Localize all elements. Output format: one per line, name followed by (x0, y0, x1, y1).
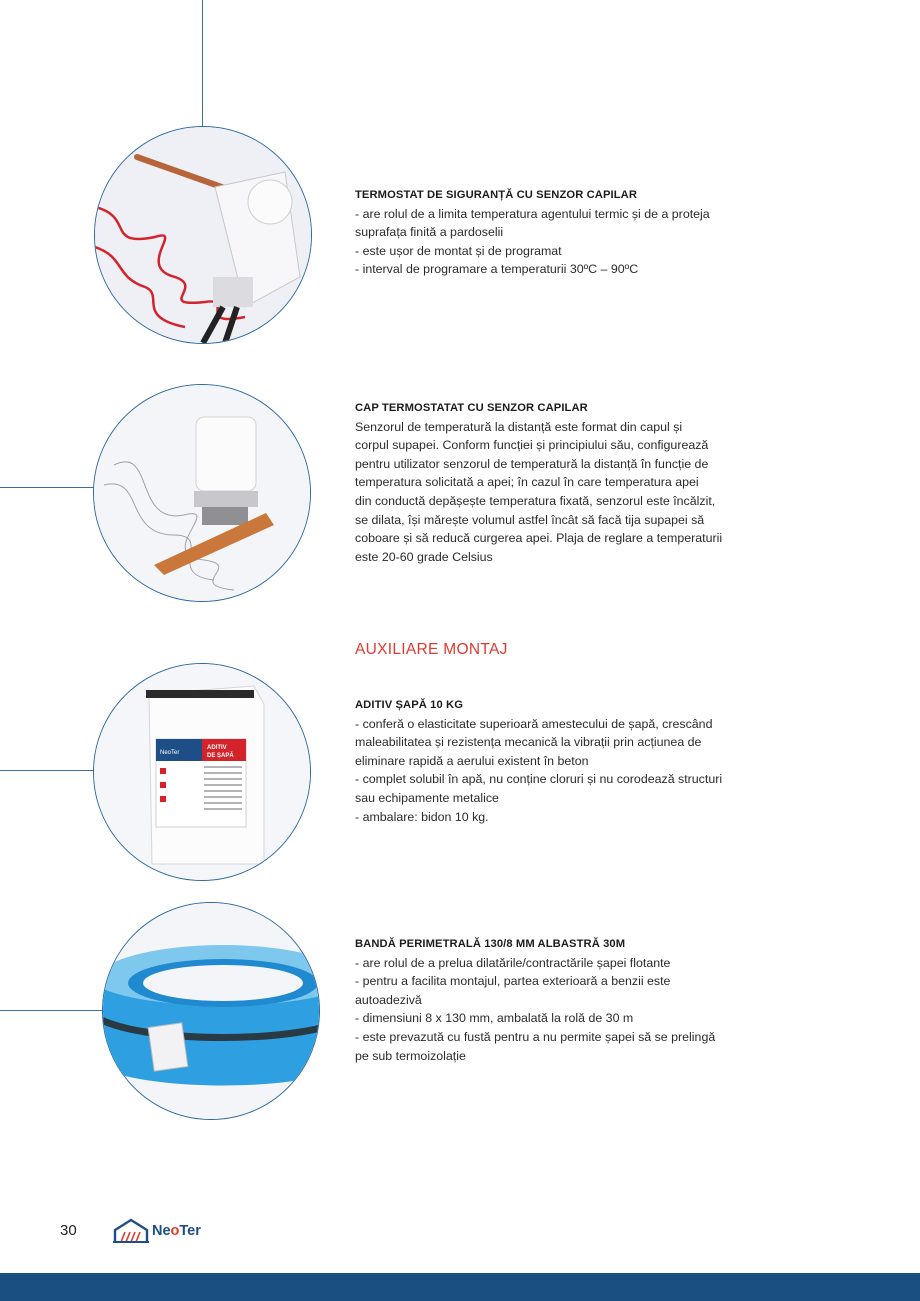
page-number: 30 (60, 1222, 77, 1239)
canister-product-sub-text: DE ȘAPĂ (207, 753, 234, 759)
canister-brand-text: NeoTer (160, 750, 180, 756)
canister-product-text: ADITIV (207, 745, 227, 751)
product-title-4: BANDĂ PERIMETRALĂ 130/8 MM ALBASTRĂ 30M (355, 938, 626, 950)
product-4-line-4: - dimensiuni 8 x 130 mm, ambalată la rolă de 30 m (355, 1011, 634, 1026)
neoter-logo (113, 1218, 201, 1244)
footer-bar (0, 1273, 920, 1301)
product-2-line-3: pentru utilizator senzorul de temperatură la distanță în funcție de (355, 456, 709, 471)
product-block-4 (355, 935, 775, 1065)
product-1-line-1: - are rolul de a limita temperatura agentului termic și de a proteja (355, 206, 710, 221)
product-2-line-6: se dilata, își mărește volumul astfel încât să facă tija supapei să (355, 512, 705, 527)
section-heading-auxiliare-montaj: AUXILIARE MONTAJ (355, 641, 508, 658)
logo-text-part-o: o (170, 1223, 180, 1239)
product-block-3 (355, 696, 775, 826)
perimeter-tape-image (102, 902, 320, 1120)
product-3-line-1: - conferă o elasticitate superioară amestecului de șapă, crescând (355, 716, 713, 731)
thermostat-head-image (93, 384, 311, 602)
connector-line-2 (0, 487, 100, 488)
product-4-line-2: - pentru a facilita montajul, partea exterioară a benzii este (355, 974, 671, 989)
product-3-line-3: eliminare rapidă a aerului existent în beton (355, 753, 589, 768)
logo-wordmark (152, 1223, 201, 1239)
product-title-2: CAP TERMOSTATAT CU SENZOR CAPILAR (355, 402, 588, 414)
product-3-line-6: - ambalare: bidon 10 kg. (355, 809, 489, 824)
product-4-line-1: - are rolul de a prelua dilatările/contractările șapei flotante (355, 955, 671, 970)
product-title-1: TERMOSTAT DE SIGURANȚĂ CU SENZOR CAPILAR (355, 189, 638, 201)
product-3-line-4: - complet solubil în apă, nu conține cloruri și nu corodează structuri (355, 772, 723, 787)
product-2-line-1: Senzorul de temperatură la distanță este format din capul și (355, 419, 683, 434)
product-3-line-2: maleabilitatea și rezistența mecanică la vibrații prin acțiunea de (355, 735, 702, 750)
product-title-3: ADITIV ȘAPĂ 10 KG (355, 699, 464, 711)
product-2-line-8: este 20-60 grade Celsius (355, 549, 493, 564)
thermostat-capillary-image (94, 126, 312, 344)
logo-text-part-b: Ter (179, 1223, 201, 1239)
product-2-line-4: temperatura solicitată a apei; în cazul în care temperatura apei (355, 475, 699, 490)
product-block-2 (355, 399, 775, 566)
product-1-line-3: - este ușor de montat și de programat (355, 243, 562, 258)
product-block-1 (355, 186, 775, 279)
logo-text-part-a: Ne (152, 1223, 171, 1239)
product-2-line-5: din conductă depășește temperatura fixată, senzorul este încălzit, (355, 493, 716, 508)
product-4-line-5: - este prevazută cu fustă pentru a nu permite șapei să se prelingă (355, 1029, 716, 1044)
product-1-line-2: suprafața finită a pardoselii (355, 225, 504, 240)
product-4-line-3: autoadezivă (355, 992, 422, 1007)
product-2-line-7: coboare și să reducă curgerea apei. Plaja de reglare a temperaturii (355, 531, 723, 546)
product-1-line-4: - interval de programare a temperaturii 30ºC – 90ºC (355, 262, 639, 277)
product-2-line-2: corpul supapei. Conform funcției și principiului său, configurează (355, 438, 709, 453)
top-connector-line (202, 0, 203, 130)
house-logo-icon (113, 1218, 149, 1244)
screed-additive-canister-image (93, 663, 311, 881)
product-4-line-6: pe sub termoizolație (355, 1048, 466, 1063)
connector-line-4 (0, 1010, 104, 1011)
connector-line-3 (0, 770, 96, 771)
product-3-line-5: sau echipamente metalice (355, 790, 499, 805)
